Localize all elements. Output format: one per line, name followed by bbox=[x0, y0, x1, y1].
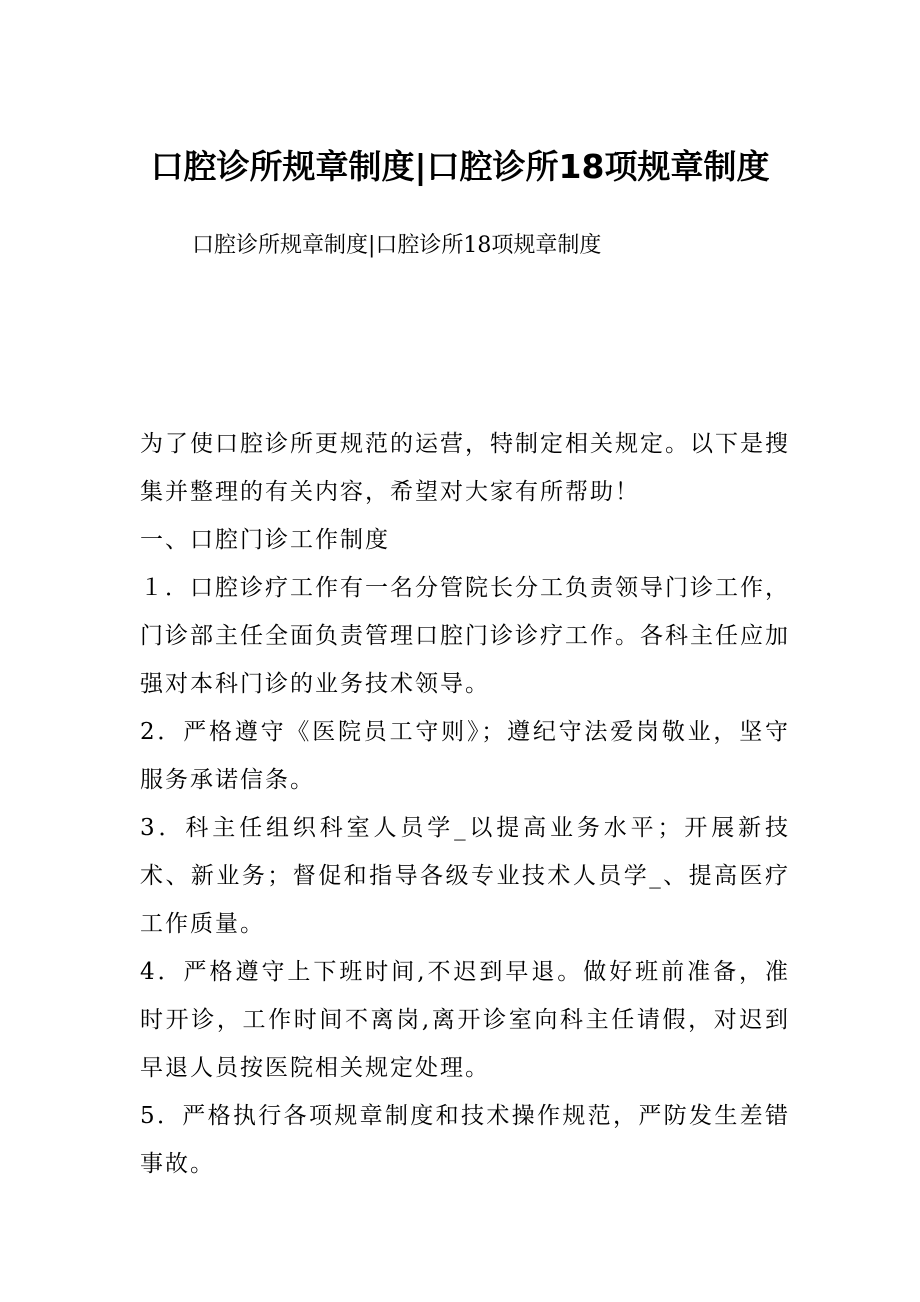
paragraph-item-4: 4．严格遵守上下班时间,不迟到早退。做好班前准备，准时开诊，工作时间不离岗,离开诊室向科主任请假，对迟到早退人员按医院相关规定处理。 bbox=[140, 959, 790, 1081]
paragraph-item-5: 5．严格执行各项规章制度和技术操作规范，严防发生差错事故。 bbox=[140, 1103, 790, 1177]
paragraph-intro: 为了使口腔诊所更规范的运营，特制定相关规定。以下是搜集并整理的有关内容，希望对大家有所帮助！ bbox=[140, 431, 790, 505]
paragraph-item-2: 2．严格遵守《医院员工守则》；遵纪守法爱岗敬业，坚守服务承诺信条。 bbox=[140, 719, 790, 793]
paragraph-item-3: 3．科主任组织科室人员学_以提高业务水平；开展新技术、新业务；督促和指导各级专业技术人员学_、提高医疗工作质量。 bbox=[140, 815, 790, 937]
section-heading: 一、口腔门诊工作制度 bbox=[140, 527, 390, 553]
paragraph-item-1: １．口腔诊疗工作有一名分管院长分工负责领导门诊工作，门诊部主任全面负责管理口腔门诊诊疗工作。各科主任应加强对本科门诊的业务技术领导。 bbox=[140, 575, 790, 697]
document-subtitle: 口腔诊所规章制度|口腔诊所18项规章制度 bbox=[192, 233, 602, 258]
document-title: 口腔诊所规章制度|口腔诊所18项规章制度 bbox=[150, 147, 770, 186]
document-body bbox=[140, 420, 790, 1188]
